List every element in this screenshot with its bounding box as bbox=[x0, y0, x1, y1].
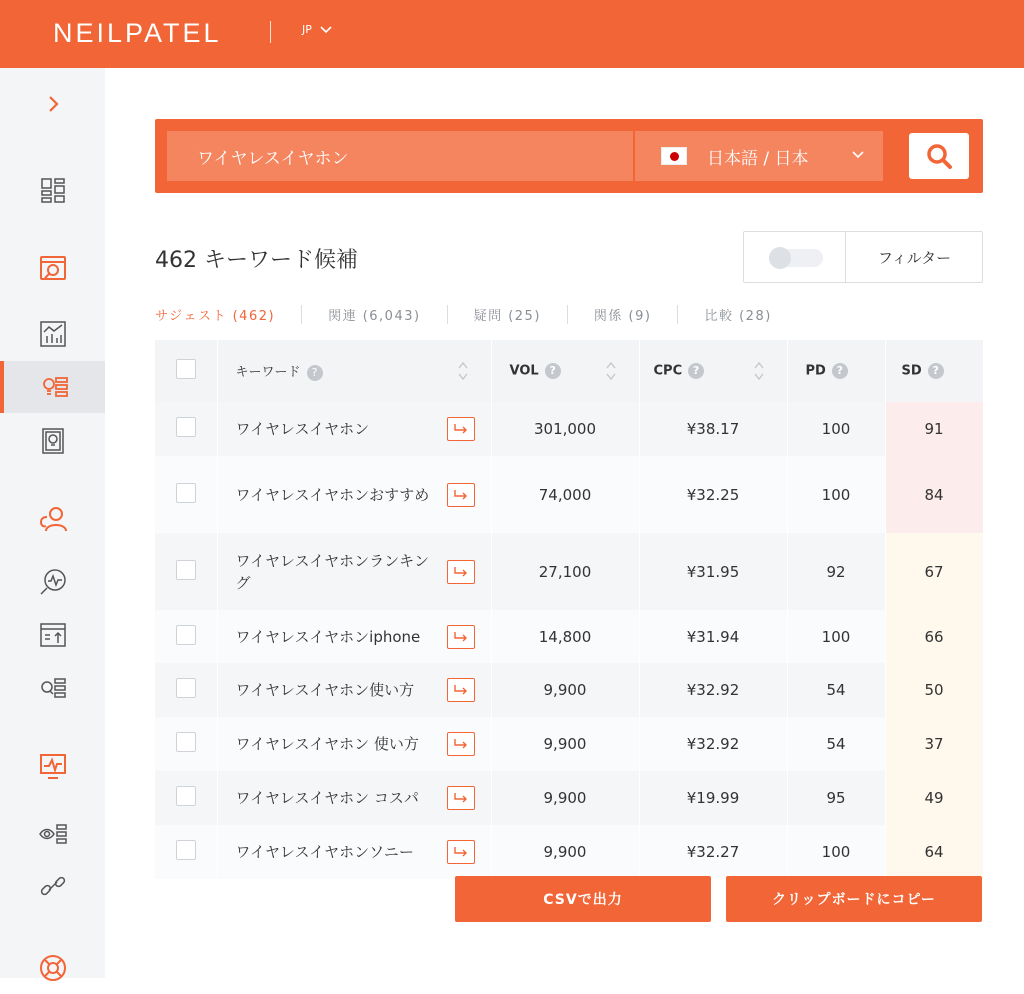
vol-cell: 74,000 bbox=[491, 456, 639, 533]
pd-cell: 54 bbox=[787, 663, 885, 717]
row-select-cell bbox=[155, 402, 217, 456]
sidebar-item-keyword-research[interactable] bbox=[0, 242, 105, 294]
sidebar-item-dashboard[interactable] bbox=[0, 164, 105, 216]
keyword-detail-button[interactable] bbox=[447, 625, 475, 649]
row-select-cell bbox=[155, 825, 217, 879]
column-header-sd[interactable] bbox=[885, 340, 983, 402]
pd-cell: 100 bbox=[787, 825, 885, 879]
chevron-right-icon bbox=[38, 89, 68, 119]
keyword-detail-button[interactable] bbox=[447, 483, 475, 507]
arrow-right-icon bbox=[453, 738, 469, 750]
users-icon bbox=[38, 504, 68, 534]
search-list-icon bbox=[38, 673, 68, 703]
keyword-text[interactable]: ワイヤレスイヤホンランキング bbox=[235, 551, 430, 592]
sd-cell: 64 bbox=[885, 825, 983, 879]
region-label: JP bbox=[302, 23, 312, 36]
column-label: PD bbox=[805, 363, 826, 379]
pd-cell: 92 bbox=[787, 533, 885, 610]
backlinks-icon bbox=[38, 871, 68, 901]
sidebar-item-backlinks[interactable] bbox=[0, 860, 105, 912]
row-select-cell bbox=[155, 717, 217, 771]
vol-cell: 27,100 bbox=[491, 533, 639, 610]
keyword-text[interactable]: ワイヤレスイヤホン コスパ bbox=[235, 789, 419, 807]
row-select-cell bbox=[155, 663, 217, 717]
row-checkbox[interactable] bbox=[176, 560, 196, 580]
vol-cell: 9,900 bbox=[491, 717, 639, 771]
table-row[interactable] bbox=[155, 717, 983, 771]
japan-flag-icon bbox=[661, 147, 687, 165]
sidebar-item-search-list[interactable] bbox=[0, 662, 105, 714]
column-label: SD bbox=[901, 363, 922, 379]
table-header-row bbox=[155, 340, 983, 402]
cpc-cell: ¥32.27 bbox=[639, 825, 787, 879]
language-select[interactable] bbox=[635, 131, 883, 181]
keyword-search-input[interactable]: ワイヤレスイヤホン bbox=[167, 131, 633, 181]
sidebar bbox=[0, 68, 105, 978]
copy-clipboard-button[interactable]: クリップボードにコピー bbox=[726, 876, 982, 922]
visibility-icon bbox=[38, 819, 68, 849]
arrow-right-icon bbox=[453, 566, 469, 578]
language-label: 日本語 / 日本 bbox=[707, 148, 809, 169]
table-row[interactable] bbox=[155, 533, 983, 610]
row-checkbox[interactable] bbox=[176, 786, 196, 806]
keyword-text[interactable]: ワイヤレスイヤホンiphone bbox=[235, 627, 421, 646]
sort-icon[interactable] bbox=[457, 360, 469, 382]
sidebar-item-content-ideas[interactable] bbox=[0, 415, 105, 467]
content-ideas-icon bbox=[38, 426, 68, 456]
sd-cell: 67 bbox=[885, 533, 983, 610]
vol-cell: 9,900 bbox=[491, 771, 639, 825]
keyword-text[interactable]: ワイヤレスイヤホン使い方 bbox=[235, 681, 415, 699]
keyword-tabs bbox=[155, 302, 798, 326]
filter-panel bbox=[743, 231, 983, 283]
keyword-cell bbox=[217, 610, 491, 663]
arrow-right-icon bbox=[453, 631, 469, 643]
results-title: 462 キーワード候補 bbox=[155, 248, 358, 273]
sidebar-item-rank-tracker[interactable] bbox=[0, 609, 105, 661]
vol-cell: 301,000 bbox=[491, 402, 639, 456]
sd-cell: 49 bbox=[885, 771, 983, 825]
chevron-down-icon bbox=[851, 148, 865, 162]
divider bbox=[270, 21, 271, 43]
sidebar-item-support[interactable] bbox=[0, 942, 105, 994]
vol-cell: 9,900 bbox=[491, 825, 639, 879]
keyword-ideas-icon bbox=[40, 372, 70, 402]
table-row[interactable] bbox=[155, 456, 983, 533]
help-icon[interactable]: ? bbox=[545, 363, 561, 379]
sidebar-item-visibility[interactable] bbox=[0, 808, 105, 860]
keyword-cell bbox=[217, 456, 491, 533]
row-checkbox[interactable] bbox=[176, 483, 196, 503]
keyword-cell bbox=[217, 533, 491, 610]
keyword-text[interactable]: ワイヤレスイヤホン 使い方 bbox=[235, 735, 419, 753]
filter-button[interactable]: フィルター bbox=[877, 248, 952, 267]
row-select-cell bbox=[155, 610, 217, 663]
keyword-cell bbox=[217, 663, 491, 717]
arrow-right-icon bbox=[453, 846, 469, 858]
row-checkbox[interactable] bbox=[176, 678, 196, 698]
sort-icon[interactable] bbox=[753, 360, 765, 382]
keyword-research-icon bbox=[38, 253, 68, 283]
table-row[interactable] bbox=[155, 663, 983, 717]
sort-icon[interactable] bbox=[605, 360, 617, 382]
keyword-detail-button[interactable] bbox=[447, 417, 475, 441]
chevron-down-icon bbox=[320, 26, 332, 34]
arrow-right-icon bbox=[453, 684, 469, 696]
keyword-text[interactable]: ワイヤレスイヤホンおすすめ bbox=[235, 485, 430, 504]
sd-cell: 50 bbox=[885, 663, 983, 717]
keyword-detail-button[interactable] bbox=[447, 840, 475, 864]
column-header-cpc[interactable] bbox=[639, 340, 787, 402]
help-icon[interactable]: ? bbox=[688, 363, 704, 379]
arrow-right-icon bbox=[453, 489, 469, 501]
cpc-cell: ¥19.99 bbox=[639, 771, 787, 825]
tab-questions[interactable]: 疑問 (25) bbox=[447, 305, 567, 324]
row-checkbox[interactable] bbox=[176, 625, 196, 645]
pd-cell: 100 bbox=[787, 610, 885, 663]
help-icon[interactable]: ? bbox=[307, 365, 323, 381]
select-all-checkbox[interactable] bbox=[176, 359, 196, 379]
pd-cell: 100 bbox=[787, 456, 885, 533]
sidebar-expand[interactable] bbox=[0, 78, 105, 130]
table-row[interactable] bbox=[155, 771, 983, 825]
logo[interactable]: NEILPATEL bbox=[53, 18, 222, 48]
tab-suggest[interactable]: サジェスト (462) bbox=[155, 308, 276, 324]
rank-tracker-icon bbox=[38, 620, 68, 650]
table-row[interactable] bbox=[155, 825, 983, 879]
keyword-cell bbox=[217, 825, 491, 879]
table-row[interactable] bbox=[155, 402, 983, 456]
table-row[interactable] bbox=[155, 610, 983, 663]
support-icon bbox=[38, 953, 68, 983]
keyword-detail-button[interactable] bbox=[447, 678, 475, 702]
sd-cell: 84 bbox=[885, 456, 983, 533]
pd-cell: 95 bbox=[787, 771, 885, 825]
keyword-cell bbox=[217, 717, 491, 771]
column-header-vol[interactable] bbox=[491, 340, 639, 402]
keyword-text[interactable]: ワイヤレスイヤホンソニー bbox=[235, 843, 414, 861]
select-all-cell bbox=[155, 340, 217, 402]
site-audit-icon bbox=[38, 567, 68, 597]
row-select-cell bbox=[155, 771, 217, 825]
arrow-right-icon bbox=[453, 423, 469, 435]
sidebar-item-analytics[interactable] bbox=[0, 308, 105, 360]
cpc-cell: ¥32.92 bbox=[639, 663, 787, 717]
bar-chart-icon bbox=[38, 319, 68, 349]
keyword-table bbox=[155, 340, 983, 861]
sd-cell: 91 bbox=[885, 402, 983, 456]
search-bar bbox=[155, 119, 983, 193]
arrow-right-icon bbox=[453, 792, 469, 804]
cpc-cell: ¥31.94 bbox=[639, 610, 787, 663]
help-icon[interactable]: ? bbox=[928, 363, 944, 379]
keyword-detail-button[interactable] bbox=[447, 786, 475, 810]
sd-cell: 37 bbox=[885, 717, 983, 771]
column-header-keyword[interactable] bbox=[217, 340, 491, 402]
vol-cell: 9,900 bbox=[491, 663, 639, 717]
pd-cell: 100 bbox=[787, 402, 885, 456]
cpc-cell: ¥31.95 bbox=[639, 533, 787, 610]
column-label: VOL bbox=[509, 363, 539, 379]
cpc-cell: ¥32.92 bbox=[639, 717, 787, 771]
keyword-text[interactable]: ワイヤレスイヤホン bbox=[235, 420, 370, 438]
row-checkbox[interactable] bbox=[176, 732, 196, 752]
column-label: キーワード bbox=[235, 365, 301, 381]
tab-comparisons[interactable]: 比較 (28) bbox=[677, 305, 797, 324]
keyword-cell bbox=[217, 402, 491, 456]
row-checkbox[interactable] bbox=[176, 417, 196, 437]
column-header-pd[interactable] bbox=[787, 340, 885, 402]
sidebar-item-users[interactable] bbox=[0, 493, 105, 545]
export-csv-button[interactable]: CSVで出力 bbox=[455, 876, 711, 922]
row-select-cell bbox=[155, 456, 217, 533]
cpc-cell: ¥32.25 bbox=[639, 456, 787, 533]
column-label: CPC bbox=[653, 363, 683, 379]
tab-prepositions[interactable]: 関係 (9) bbox=[567, 305, 678, 324]
search-button[interactable] bbox=[909, 133, 969, 179]
keyword-detail-button[interactable] bbox=[447, 732, 475, 756]
top-bar bbox=[0, 0, 1024, 68]
sidebar-item-traffic[interactable] bbox=[0, 740, 105, 792]
tab-related[interactable]: 関連 (6,043) bbox=[301, 305, 447, 324]
sd-cell: 66 bbox=[885, 610, 983, 663]
cpc-cell: ¥38.17 bbox=[639, 402, 787, 456]
search-icon bbox=[924, 141, 954, 171]
keyword-cell bbox=[217, 771, 491, 825]
keyword-detail-button[interactable] bbox=[447, 560, 475, 584]
row-select-cell bbox=[155, 533, 217, 610]
filter-toggle[interactable] bbox=[769, 249, 823, 267]
sidebar-item-keyword-ideas[interactable] bbox=[0, 361, 105, 413]
traffic-icon bbox=[38, 751, 68, 781]
region-selector[interactable] bbox=[302, 23, 332, 36]
sidebar-item-site-audit[interactable] bbox=[0, 556, 105, 608]
pd-cell: 54 bbox=[787, 717, 885, 771]
help-icon[interactable]: ? bbox=[832, 363, 848, 379]
dashboard-icon bbox=[38, 175, 68, 205]
row-checkbox[interactable] bbox=[176, 840, 196, 860]
vol-cell: 14,800 bbox=[491, 610, 639, 663]
